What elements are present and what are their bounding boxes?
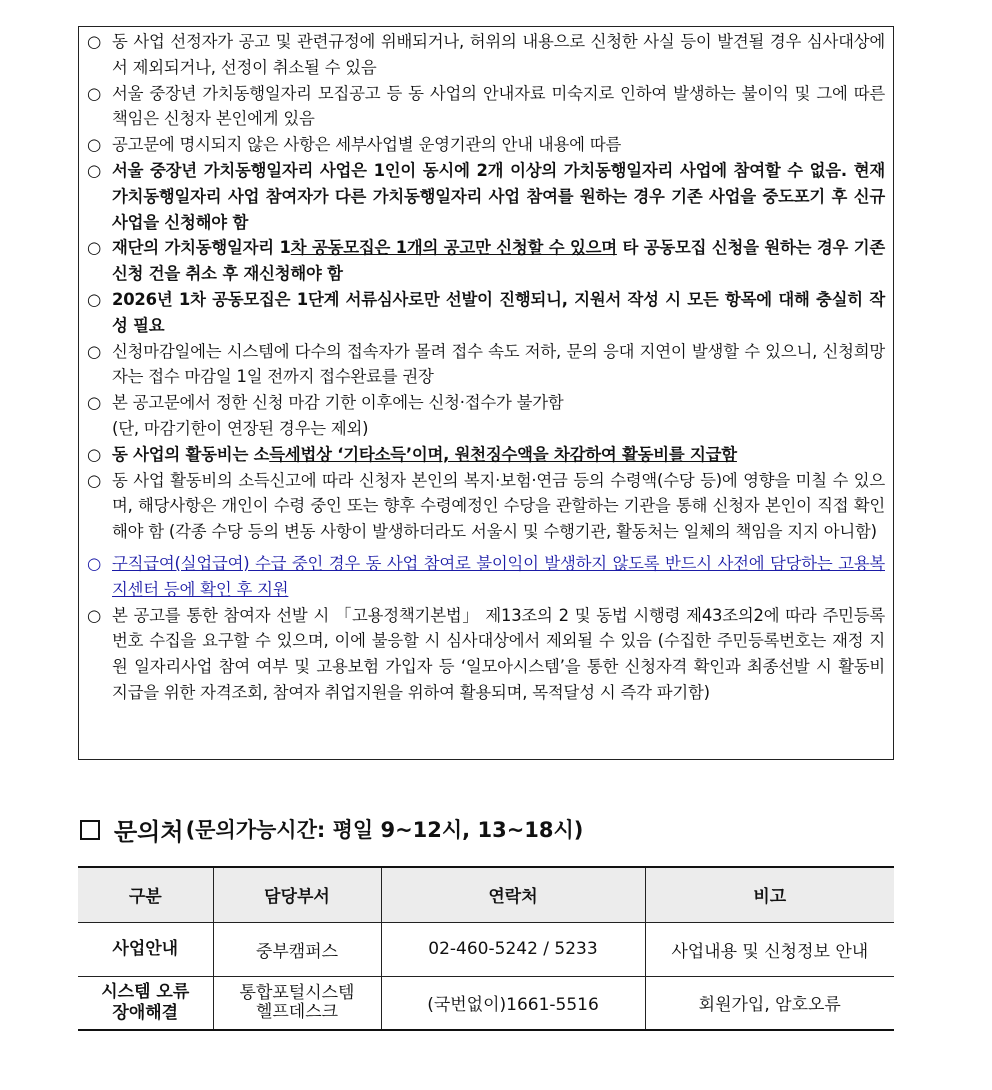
notice-text [112,390,885,442]
notice-text [112,235,885,287]
notice-box [78,26,894,760]
notice-text: 동 사업 선정자가 공고 및 관련규정에 위배되거나, 허위의 내용으로 신청한 사실 등이 발견될 경우 심사대상에서 제외되거나, 선정이 취소될 수 있음 [112,32,885,77]
bullet: ○ [87,605,102,625]
department-cell [213,976,381,1030]
notice-text: 신청마감일에는 시스템에 다수의 접속자가 몰려 접수 속도 저하, 문의 응대 지연이 발생할 수 있으니, 신청희망자는 접수 마감일 1일 전까지 접수완료를 권장 [112,341,885,387]
notice-item-4 [87,158,885,235]
phone-cell: (국번없이)1661-5516 [381,976,645,1030]
notice-item-9 [87,442,885,468]
bullet: ○ [87,160,102,180]
bullet: ○ [87,238,102,258]
contact-section-title [80,812,583,846]
notice-text-line: 본 공고문에서 정한 신청 마감 기한 이후에는 신청·접수가 불가함 [112,393,564,413]
department-cell: 중부캠퍼스 [213,922,381,976]
checkbox-icon [80,820,100,840]
notice-text-part: 동 사업의 활동비는 소 [112,444,270,464]
notice-text-part: 타 공동모집 신청을 원하는 경우 기존 신청 건을 취소 후 재신청해야 함 [112,238,885,284]
bullet: ○ [87,553,102,573]
category-line: 시스템 오류 [101,981,190,1002]
category-cell: 사업안내 [112,938,179,959]
column-header: 구분 [128,887,162,908]
contact-hours: (문의가능시간: 평일 9~12시, 13~18시) [185,818,584,842]
bullet: ○ [87,32,102,51]
notice-item-8 [87,390,885,442]
category-cell [78,976,213,1030]
notice-item-2 [87,81,885,133]
table-row [78,922,894,976]
notice-item-10 [87,468,885,545]
department-line: 헬프데스크 [255,1001,339,1022]
phone-cell: 02-460-5242 / 5233 [381,922,645,976]
notice-text: 2026년 1차 공동모집은 1단계 서류심사로만 선발이 진행되니, 지원서 작성 시 모든 항목에 대해 충실히 작성 필요 [112,289,885,335]
notice-item-7 [87,339,885,391]
bullet: ○ [87,83,102,103]
note-cell: 회원가입, 암호오류 [645,976,894,1030]
bullet: ○ [87,444,102,464]
note-cell: 사업내용 및 신청정보 안내 [645,922,894,976]
category-line: 장애해결 [112,1002,179,1023]
bullet: ○ [87,341,102,361]
bullet: ○ [87,470,102,490]
notice-text-underlined: 차 공동모집은 1개의 공고만 신청할 수 있으며 [290,238,617,258]
table-row [78,976,894,1030]
notice-item-11 [87,551,885,603]
table-header-row [78,867,894,922]
notice-item-12 [87,603,885,706]
notice-text: 본 공고를 통한 참여자 선발 시 「고용정책기본법」 제13조의 2 및 동법 시행령 제43조의2에 따라 주민등록번호 수집을 요구할 수 있으며, 이에 불응할 시 심사대상에서 제외될 수 있음 (수집한 주민등록번호는 재정 지원 일자리사업 참여 여부 및 고용보험 가입자 등 ‘일모아시스템’을 통한 신청자격 확인과 최종선발 시 활동비 지급을 위한 자격조회, 참여자 취업지원을 위하여 활용되며, 목적달성 시 즉각 파기함) [112,605,885,702]
notice-text-part: 재단의 가치동행일자리 1 [112,238,291,258]
notice-item-1 [87,29,885,81]
column-header: 연락처 [381,867,645,922]
contact-title: 문의처 [114,817,184,846]
bullet: ○ [87,135,102,155]
notice-item-3 [87,132,885,158]
notice-item-6 [87,287,885,339]
bullet: ○ [87,289,102,309]
notice-text: 구직급여(실업급여) 수급 중인 경우 동 사업 참여로 불이익이 발생하지 않도록 반드시 사전에 담당하는 고용복지센터 등에 확인 후 지원 [112,553,885,599]
notice-text: 동 사업 활동비의 소득신고에 따라 신청자 본인의 복지·보험·연금 등의 수령액(수당 등)에 영향을 미칠 수 있으며, 해당사항은 개인이 수령 중인 또는 향후 수령예정인 수당을 관할하는 기관을 통해 신청자 본인이 직접 확인해야 함 (각종 수당 등의 변동 사항이 발생하더라도 서울시 및 수행기관, 활동처는 일체의 책임을 지지 아니함) [112,470,885,542]
notice-text: 공고문에 명시되지 않은 사항은 세부사업별 운영기관의 안내 내용에 따름 [112,135,622,155]
notice-text: 서울 중장년 가치동행일자리 모집공고 등 동 사업의 안내자료 미숙지로 인하여 발생하는 불이익 및 그에 따른 책임은 신청자 본인에게 있음 [112,83,885,129]
department-line: 통합포털시스템 [239,982,355,1003]
notice-text-line: (단, 마감기한이 연장된 경우는 제외) [112,418,369,438]
column-header: 담당부서 [213,867,381,922]
contact-table [78,866,894,1031]
notice-text [112,442,885,468]
notice-item-5 [87,235,885,287]
column-header: 비고 [645,867,894,922]
notice-text-underlined: 득세법상 ‘기타소득’이며, 원천징수액을 차감하여 활동비를 지급함 [269,444,737,464]
notice-text: 서울 중장년 가치동행일자리 사업은 1인이 동시에 2개 이상의 가치동행일자리 사업에 참여할 수 없음. 현재 가치동행일자리 사업 참여자가 다른 가치동행일자리 사업 참여를 원하는 경우 기존 사업을 중도포기 후 신규 사업을 신청해야 함 [112,160,885,232]
bullet: ○ [87,393,102,413]
